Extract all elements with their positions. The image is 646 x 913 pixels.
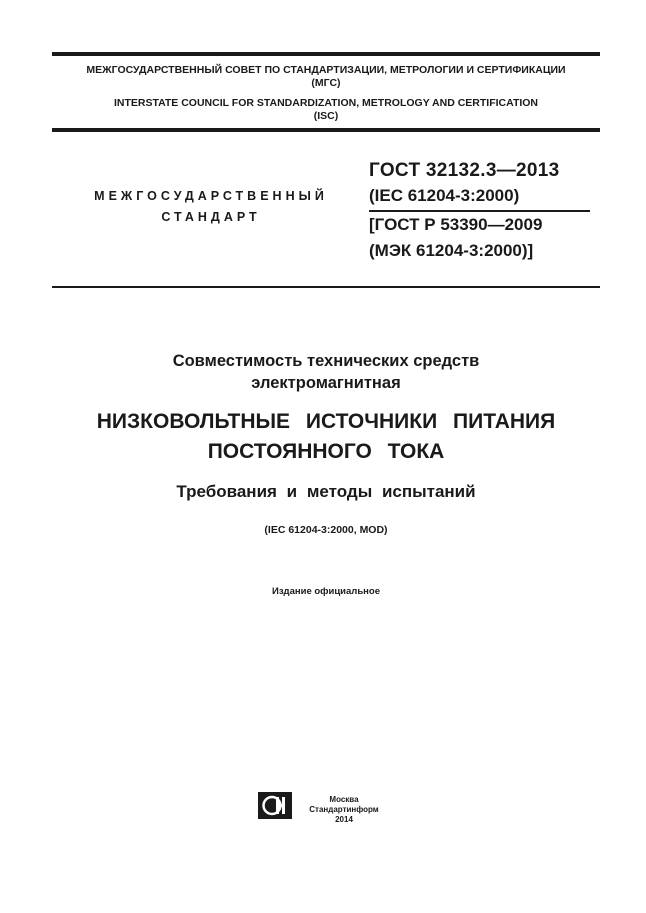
standartinform-logo-icon	[258, 792, 292, 819]
designation-rule	[52, 286, 600, 288]
top-rule	[52, 52, 600, 56]
subtitle-line1: Совместимость технических средств	[172, 352, 480, 370]
scope-title: Требования и методы испытаний	[176, 482, 476, 501]
main-title-line2: ПОСТОЯННОГО ТОКА	[207, 440, 445, 463]
standard-type	[82, 186, 340, 228]
publisher-city: Москва	[329, 795, 359, 804]
council-header	[52, 64, 600, 123]
main-title-line1: НИЗКОВОЛЬТНЫЕ ИСТОЧНИКИ ПИТАНИЯ	[96, 410, 556, 433]
council-en-abbr: (ISC)	[313, 110, 339, 122]
standard-type-line2: СТАНДАРТ	[161, 210, 261, 224]
council-ru-abbr: (МГС)	[311, 77, 341, 89]
standard-type-line1: МЕЖГОСУДАРСТВЕННЫЙ	[94, 189, 328, 203]
publisher-name: Стандартинформ	[309, 805, 379, 814]
iec-mod-reference: (IEC 61204-3:2000, MOD)	[264, 524, 388, 536]
gost-r-number: [ГОСТ Р 53390—2009	[369, 215, 543, 234]
iec-reference: (IEC 61204-3:2000)	[369, 186, 520, 205]
header-rule	[52, 128, 600, 132]
official-edition: Издание официальное	[272, 586, 380, 597]
council-ru: МЕЖГОСУДАРСТВЕННЫЙ СОВЕТ ПО СТАНДАРТИЗАЦИИ, МЕТРОЛОГИИ И СЕРТИФИКАЦИИ	[86, 64, 566, 76]
designation-divider	[369, 210, 590, 212]
mek-reference: (МЭК 61204-3:2000)]	[369, 241, 534, 260]
publisher-year: 2014	[335, 815, 353, 824]
council-en: INTERSTATE COUNCIL FOR STANDARDIZATION, METROLOGY AND CERTIFICATION	[113, 97, 539, 109]
gost-number: ГОСТ 32132.3—2013	[369, 160, 560, 181]
subtitle-line2: электромагнитная	[251, 374, 401, 392]
